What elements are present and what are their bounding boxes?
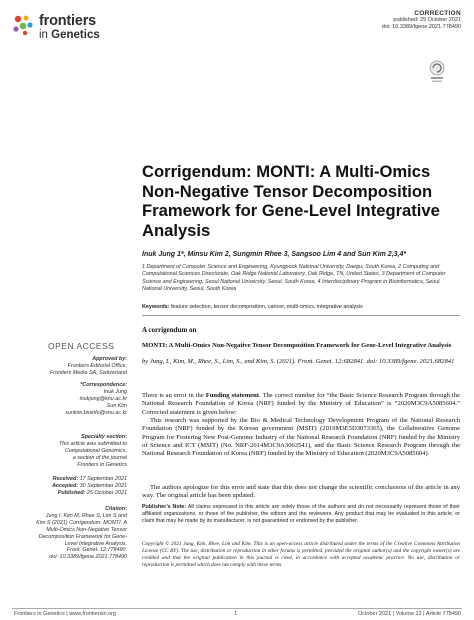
- journal-logo[interactable]: [12, 14, 162, 50]
- original-article-citation[interactable]: by Jung, I., Kim, M., Rhee, S., Lim, S., and Kim, S. (2021). Front. Genet. 12:682841. doi: 10.3389/fgene. 2021.682841: [142, 358, 455, 365]
- frontiers-logo-icon: [12, 14, 34, 36]
- email-link[interactable]: inukjung@knu.ac.kr: [79, 395, 127, 402]
- approved-by: Approved by: Frontiers Editorial Office, Frontiers Media SA, Switzerland: [50, 356, 127, 376]
- copyright-note: Copyright © 2021 Jung, Kim, Rhee, Lim and Kim. This is an open-access article distributed under the terms of the Creative Commons Attribution License (CC BY). The use, distribution or reproduction in other forums is permitted, provided the original author(s) and the copyright owner(s) are credited and that the original publication in this journal is cited, in accordance with accepted academic practice. No use, distribution or reproduction is permitted which does not comply with these terms.: [142, 541, 460, 568]
- footer-divider: [12, 608, 462, 609]
- affiliations: 1 Department of Computer Science and Engineering, Kyungpook National University, Daegu, South Korea, 2 Computing and Computational Sciences Directorate, Oak Ridge National Laboratory, Oak Ridge, TN, United States, 3 Department of Computer Science and Engineering, Seoul National University, Seoul, South Korea, 4 Interdisciplinary Program in Bioinformatics, Seoul National University, Seoul, South Korea: [142, 264, 446, 293]
- body-paragraph-3: The authors apologize for this error and state that this does not change the scientific conclusions of the article in any way. The original article has been updated.: [142, 484, 460, 500]
- corrigendum-label: A corrigendum on: [142, 326, 197, 334]
- logo-journal: in Genetics: [39, 29, 100, 41]
- email-link[interactable]: sunkim.bioinfo@snu.ac.kr: [65, 409, 127, 416]
- keywords: [142, 304, 452, 310]
- keywords-label: Keywords:: [142, 304, 170, 310]
- article-dates: Received: 17 September 2021 Accepted: 30 September 2021 Published: 25 October 2021: [52, 476, 127, 496]
- publisher-note: Publisher’s Note: All claims expressed in this article are solely those of the authors and do not necessarily represent those of their affiliated organizations, or those of the publisher, the editors and the reviewers. Any product that may be evaluated in this article, or claim that may be made by its manufacturer, is not guaranteed or endorsed by the publisher.: [142, 504, 461, 524]
- footer-article-info: October 2021 | Volume 12 | Article 778490: [357, 611, 461, 617]
- open-access-label: OPEN ACCESS: [48, 341, 115, 351]
- keywords-list: feature selection, tensor decomposition, cancer, multi-omics, integrative analysis: [171, 304, 363, 310]
- correspondence: *Correspondence: Inuk Jung inukjung@knu.ac.kr Sun Kim sunkim.bioinfo@snu.ac.kr: [12, 382, 127, 417]
- citation: Citation: Jung I, Kim M, Rhee S, Lim S and Kim S (2021) Corrigendum: MONTI: A Multi-Omics Non-Negative Tensor Decomposition Framework for Gene- Level Integrative Analysis. Front. Genet. 12:778490. doi: 10.3389/fgene.2021.778490: [36, 506, 127, 561]
- footer-journal-link[interactable]: Frontiers in Genetics | www.frontiersin.org: [14, 611, 116, 617]
- page-number: 1: [234, 611, 238, 617]
- article-meta: [382, 10, 461, 31]
- logo-wordmark: frontiers: [39, 13, 97, 29]
- original-article-title[interactable]: MONTI: A Multi-Omics Non-Negative Tensor Decomposition Framework for Gene-Level Integrative Analysis: [142, 342, 452, 349]
- check-for-updates-button[interactable]: [428, 60, 446, 84]
- divider: [142, 315, 460, 316]
- author-list[interactable]: Inuk Jung 1*, Minsu Kim 2, Sungmin Rhee 3, Sangsoo Lim 4 and Sun Kim 2,3,4*: [142, 251, 407, 258]
- article-title: Corrigendum: MONTI: A Multi-Omics Non-Negative Tensor Decomposition Framework for Gene-Level Integrative Analysis: [142, 162, 440, 240]
- body-paragraph-2: This research was supported by the Bio & Medical Technology Development Program of the National Research Foundation (NRF) funded by the Korean government (MSIT) (2019M3E5D3073365), the Collaborative Genome Program for Fostering New Post-Genome Industry of the National Research Foundation (NRF) funded by the Ministry of Science and ICT (MSIT) (No. NRF-2014M3C9A3063541), and the Basic Science Research Program through the National Research Foundation of Korea (NRF) funded by the Ministry of Education (2020M3C9A5085604).: [142, 417, 460, 458]
- doi[interactable]: doi: 10.3389/fgene.2021.778490: [381, 24, 461, 30]
- published-date: published: 25 October 2021: [393, 17, 461, 23]
- article-type: CORRECTION: [414, 10, 461, 17]
- body-paragraph-1: There is an error in the Funding statement. The correct number for “the Basic Science Research Program through the National Research Foundation of Korea (NRF) funded by the Ministry of Education” is “2020M3C9A5085604.” Corrected statement is given below:: [142, 392, 460, 416]
- specialty-section: Specialty section: This article was submitted to Computational Genomics, a section of the journal Frontiers in Genetics: [58, 434, 127, 468]
- check-updates-icon: [428, 60, 446, 84]
